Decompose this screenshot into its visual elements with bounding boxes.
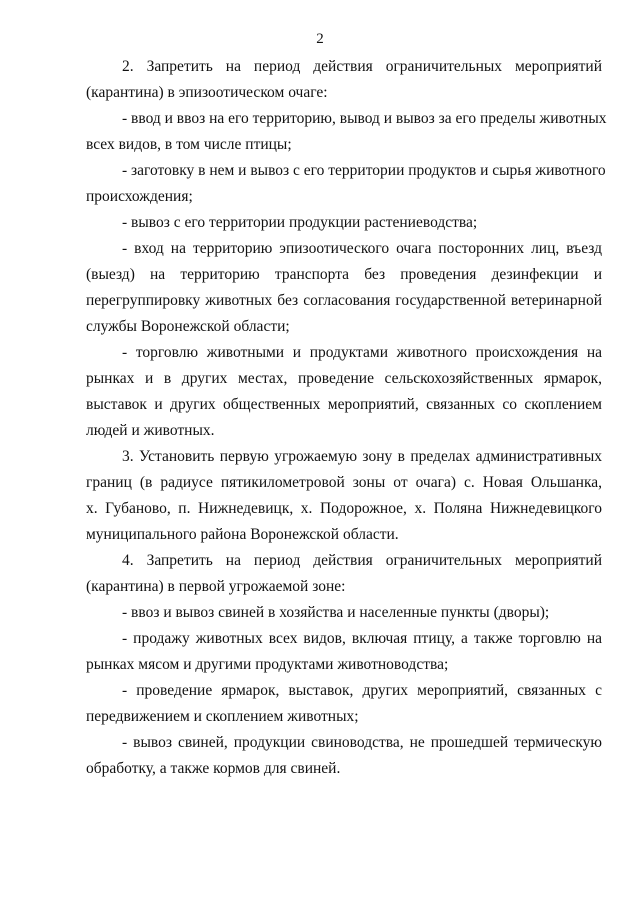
text-line: границ (в радиусе пятикилометровой зоны от очага) с. Новая Ольшанка, <box>86 474 602 491</box>
text-line: - заготовку в нем и вывоз с его территории продуктов и сырья животного <box>122 162 606 179</box>
paragraph <box>86 106 607 158</box>
paragraph <box>86 444 602 548</box>
text-line: происхождения; <box>86 188 193 205</box>
text-line: х. Губаново, п. Нижнедевицк, х. Подорожное, х. Поляна Нижнедевицкого <box>86 500 602 517</box>
text-line: рынках и в других местах, проведение сельскохозяйственных ярмарок, <box>86 370 602 387</box>
text-line: - проведение ярмарок, выставок, других мероприятий, связанных с <box>122 682 602 699</box>
text-line: выставок и других общественных мероприятий, связанных со скоплением <box>86 396 602 413</box>
text-line: обработку, а также кормов для свиней. <box>86 760 341 777</box>
text-line: - вход на территорию эпизоотического очага посторонних лиц, въезд <box>122 240 602 257</box>
paragraph <box>86 548 602 600</box>
paragraph <box>86 54 602 106</box>
paragraph <box>86 730 602 782</box>
text-line: - продажу животных всех видов, включая птицу, а также торговлю на <box>122 630 602 647</box>
text-line: (выезд) на территорию транспорта без проведения дезинфекции и <box>86 266 602 283</box>
text-line: передвижением и скоплением животных; <box>86 708 359 725</box>
text-line: (карантина) в эпизоотическом очаге: <box>86 84 328 101</box>
text-line: (карантина) в первой угрожаемой зоне: <box>86 578 346 595</box>
text-line: 3. Установить первую угрожаемую зону в пределах административных <box>122 448 602 465</box>
text-line: 2. Запретить на период действия ограничительных мероприятий <box>122 58 602 75</box>
text-line: службы Воронежской области; <box>86 318 290 335</box>
text-line: - ввоз и вывоз свиней в хозяйства и населенные пункты (дворы); <box>122 604 550 621</box>
paragraph <box>86 158 606 210</box>
text-line: - ввод и ввоз на его территорию, вывод и вывоз за его пределы животных <box>122 110 607 127</box>
text-line: всех видов, в том числе птицы; <box>86 136 292 153</box>
text-line: людей и животных. <box>86 422 215 439</box>
text-line: - вывоз свиней, продукции свиноводства, не прошедшей термическую <box>122 734 602 751</box>
paragraph <box>86 210 602 236</box>
paragraph <box>86 340 602 444</box>
document-body <box>86 54 607 782</box>
text-line: 4. Запретить на период действия ограничительных мероприятий <box>122 552 602 569</box>
paragraph <box>86 626 602 678</box>
page-number: 2 <box>316 31 324 47</box>
text-line: рынках мясом и другими продуктами животноводства; <box>86 656 449 673</box>
text-line: муниципального района Воронежской области. <box>86 526 399 543</box>
paragraph <box>86 600 602 626</box>
text-line: - вывоз с его территории продукции растениеводства; <box>122 214 478 231</box>
paragraph <box>86 678 602 730</box>
paragraph <box>86 236 602 340</box>
text-line: - торговлю животными и продуктами животного происхождения на <box>122 344 602 361</box>
text-line: перегруппировку животных без согласования государственной ветеринарной <box>86 292 602 309</box>
